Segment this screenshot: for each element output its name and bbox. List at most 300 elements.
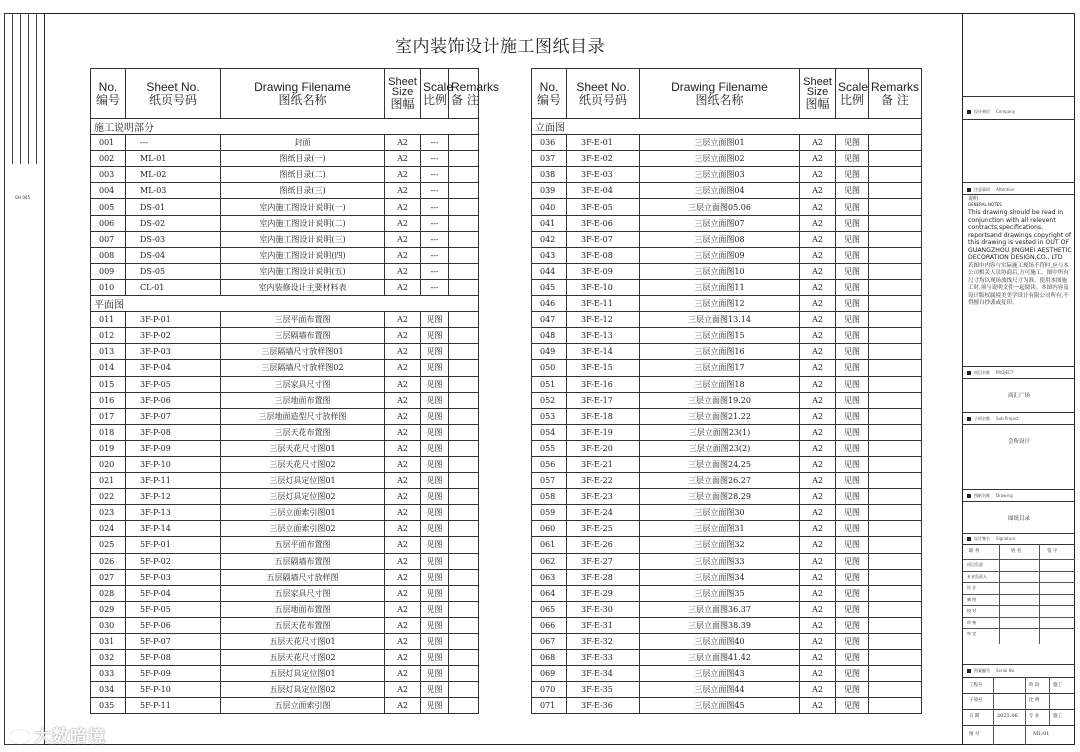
remarks: [449, 601, 479, 617]
binding-column: [5, 14, 13, 164]
drawing-filename: 图纸目录(二): [221, 167, 385, 183]
binding-column: [21, 14, 29, 164]
drawing-filename: 室内施工图设计说明(三): [221, 231, 385, 247]
row-number: 071: [532, 698, 567, 714]
scale: 见图: [836, 537, 869, 553]
sheet-number: 5F-P-01: [126, 537, 221, 553]
drawing-filename: 三层立面图07: [640, 215, 800, 231]
remarks: [869, 199, 922, 215]
row-number: 040: [532, 199, 567, 215]
sheet-number: 3F-P-13: [126, 505, 221, 521]
drawing-filename: 三层立面索引图01: [221, 505, 385, 521]
drawing-filename: 三层立面图03: [640, 167, 800, 183]
row-number: 056: [532, 456, 567, 472]
row-number: 068: [532, 650, 567, 666]
remarks: [869, 135, 922, 151]
sheet-size: A2: [385, 167, 421, 183]
drawing-filename: 三层地面造型尺寸放样图: [221, 408, 385, 424]
sheet-number: 3F-P-12: [126, 489, 221, 505]
drawing-filename: 三层立面图32: [640, 537, 800, 553]
remarks: [869, 489, 922, 505]
binding-strip: [4, 13, 44, 745]
sheet-size: A2: [800, 569, 836, 585]
drawing-filename: 三层隔墙布置图: [221, 328, 385, 344]
row-number: 008: [91, 247, 126, 263]
binding-column: [13, 14, 21, 164]
sheet-number: 3F-E-05: [567, 199, 640, 215]
drawing-filename: 三层立面图17: [640, 360, 800, 376]
sheet-number: 3F-E-04: [567, 183, 640, 199]
scale: 见图: [836, 569, 869, 585]
sheet-size: A2: [800, 601, 836, 617]
sheet-size: A2: [800, 167, 836, 183]
remarks: [449, 312, 479, 328]
scale: 见图: [836, 312, 869, 328]
sheet-size: A2: [800, 666, 836, 682]
sheet-size: A2: [800, 376, 836, 392]
drawing-filename: 五层隔墙尺寸放样图: [221, 569, 385, 585]
sheet-number: 3F-E-29: [567, 585, 640, 601]
remarks: [449, 505, 479, 521]
drawing-filename: 三层立面图04: [640, 183, 800, 199]
sheet-size: A2: [385, 376, 421, 392]
table-row: [91, 215, 479, 231]
scale: 见图: [836, 151, 869, 167]
scale: 见图: [836, 473, 869, 489]
sheet-number: 3F-E-06: [567, 215, 640, 231]
scale: 见图: [421, 344, 449, 360]
row-number: 055: [532, 440, 567, 456]
sheet-number: 3F-E-20: [567, 440, 640, 456]
drawing-filename: 三层立面图09: [640, 247, 800, 263]
sheet-size: A2: [385, 279, 421, 295]
table-row: [532, 666, 922, 682]
drawing-filename: 三层立面图35: [640, 585, 800, 601]
remarks: [869, 279, 922, 295]
scale: 见图: [836, 698, 869, 714]
table-row: [91, 135, 479, 151]
header-size: Sheet Size 图幅: [800, 69, 836, 119]
sheet-number: 3F-E-30: [567, 601, 640, 617]
sheet-size: A2: [385, 199, 421, 215]
table-row: [532, 440, 922, 456]
serial-discipline-label: 专 业: [1029, 714, 1040, 719]
remarks: [869, 344, 922, 360]
row-number: 054: [532, 424, 567, 440]
serial-sheet-no: ML-01: [1033, 731, 1050, 737]
header-no: No. 编号: [532, 69, 567, 119]
scale: 见图: [836, 392, 869, 408]
remarks: [869, 634, 922, 650]
serial-stage-label: 阶 段: [1029, 683, 1040, 688]
sheet-size: A2: [385, 360, 421, 376]
sheet-size: A2: [800, 682, 836, 698]
sheet-number: 3F-E-27: [567, 553, 640, 569]
drawing-filename: 五层天花布置图: [221, 617, 385, 633]
row-number: 021: [91, 473, 126, 489]
scale: 见图: [421, 424, 449, 440]
scale: 见图: [421, 505, 449, 521]
drawing-filename: 三层立面图36.37: [640, 601, 800, 617]
remarks: [869, 328, 922, 344]
table-row: [532, 456, 922, 472]
remarks: [449, 440, 479, 456]
table-row: [91, 167, 479, 183]
drawing-filename: 三层立面图30: [640, 505, 800, 521]
table-row: [91, 456, 479, 472]
sheet-number: DS-04: [126, 247, 221, 263]
signature-row: 审 定: [963, 628, 1075, 640]
sheet-number: 3F-P-08: [126, 424, 221, 440]
drawing-filename: 五层家具尺寸图: [221, 585, 385, 601]
drawing-filename: 五层隔墙布置图: [221, 553, 385, 569]
drawing-filename: 三层灯具定位图01: [221, 473, 385, 489]
remarks: [869, 360, 922, 376]
remarks: [869, 585, 922, 601]
serial-discipline: 施工: [1053, 714, 1062, 719]
table-row: [91, 392, 479, 408]
table-row: [532, 569, 922, 585]
remarks: [449, 682, 479, 698]
row-number: 070: [532, 682, 567, 698]
table-row: [91, 344, 479, 360]
row-number: 041: [532, 215, 567, 231]
drawing-filename: 三层立面图40: [640, 634, 800, 650]
sheet-size: A2: [385, 473, 421, 489]
remarks: [449, 135, 479, 151]
scale: 见图: [836, 553, 869, 569]
scale: 见图: [836, 183, 869, 199]
row-number: 027: [91, 569, 126, 585]
sheet-size: A2: [800, 521, 836, 537]
header-no: No. 编号: [91, 69, 126, 119]
sheet-number: 3F-E-32: [567, 634, 640, 650]
drawing-filename: 三层立面图18: [640, 376, 800, 392]
sheet-number: 3F-P-03: [126, 344, 221, 360]
drawing-filename: 三层立面图41.42: [640, 650, 800, 666]
scale: 见图: [836, 505, 869, 521]
row-number: 064: [532, 585, 567, 601]
remarks: [449, 344, 479, 360]
scale: ---: [421, 183, 449, 199]
row-number: 046: [532, 296, 567, 312]
sign-head-role: 职 务: [969, 549, 980, 554]
row-number: 058: [532, 489, 567, 505]
sheet-number: 3F-E-08: [567, 247, 640, 263]
scale: 见图: [421, 489, 449, 505]
drawing-filename: 三层立面图38.39: [640, 617, 800, 633]
scale: 见图: [421, 634, 449, 650]
sheet-number: 3F-E-10: [567, 279, 640, 295]
scale: 见图: [836, 376, 869, 392]
sign-head-name: 姓 名: [1011, 549, 1022, 554]
scale: 见图: [421, 328, 449, 344]
row-number: 011: [91, 312, 126, 328]
watermark-logo-icon: [10, 730, 30, 744]
row-number: 052: [532, 392, 567, 408]
sheet-size: A2: [800, 650, 836, 666]
row-number: 019: [91, 440, 126, 456]
project-name: 商汇广场: [1007, 393, 1030, 399]
scale: 见图: [836, 296, 869, 312]
drawing-filename: 图纸目录(三): [221, 183, 385, 199]
row-number: 063: [532, 569, 567, 585]
scale: 见图: [836, 135, 869, 151]
sheet-number: 3F-E-12: [567, 312, 640, 328]
remarks: [869, 698, 922, 714]
sheet-size: A2: [385, 328, 421, 344]
sheet-size: A2: [800, 312, 836, 328]
header-sheet: Sheet No. 纸页号码: [567, 69, 640, 119]
table-row: [91, 231, 479, 247]
sheet-number: 3F-E-17: [567, 392, 640, 408]
table-row: [532, 151, 922, 167]
row-number: 012: [91, 328, 126, 344]
sheet-size: A2: [800, 617, 836, 633]
drawing-filename: 三层立面图34: [640, 569, 800, 585]
scale: 见图: [836, 247, 869, 263]
header-filename: Drawing Filename 图纸名称: [221, 69, 385, 119]
drawing-filename: 封面: [221, 135, 385, 151]
scale: 见图: [421, 553, 449, 569]
drawing-filename: 三层立面图01: [640, 135, 800, 151]
sheet-size: A2: [385, 650, 421, 666]
scale: ---: [421, 231, 449, 247]
sheet-size: A2: [800, 634, 836, 650]
drawing-filename: 室内施工图设计说明(五): [221, 263, 385, 279]
table-row: [532, 360, 922, 376]
scale: 见图: [836, 682, 869, 698]
signature-row: 设 计: [963, 582, 1075, 594]
sheet-number: 3F-E-23: [567, 489, 640, 505]
row-number: 034: [91, 682, 126, 698]
serial-date-label: 日 期: [969, 714, 980, 719]
sheet-size: A2: [800, 183, 836, 199]
table-row: [91, 279, 479, 295]
drawing-filename: 三层立面图33: [640, 553, 800, 569]
drawing-filename: 三层立面图28.29: [640, 489, 800, 505]
sheet-number: 3F-P-07: [126, 408, 221, 424]
table-row: [91, 489, 479, 505]
row-number: 065: [532, 601, 567, 617]
watermark: 大数暗境: [10, 722, 106, 747]
sheet-size: A2: [385, 392, 421, 408]
catalog-table-left: [90, 68, 500, 714]
drawing-filename: 三层隔墙尺寸放样图01: [221, 344, 385, 360]
serial-label: 档案编号 Serial No.: [967, 668, 1015, 674]
sheet-number: 3F-E-33: [567, 650, 640, 666]
sheet-size: A2: [385, 263, 421, 279]
row-number: 044: [532, 263, 567, 279]
table-row: [532, 392, 922, 408]
scale: 见图: [836, 408, 869, 424]
scale: 见图: [421, 440, 449, 456]
drawing-filename: 三层天花布置图: [221, 424, 385, 440]
scale: 见图: [836, 666, 869, 682]
table-row: [91, 199, 479, 215]
table-row: [91, 312, 479, 328]
sheet-size: A2: [800, 553, 836, 569]
sheet-number: 3F-E-19: [567, 424, 640, 440]
table-row: [91, 360, 479, 376]
row-number: 039: [532, 183, 567, 199]
sheet-number: CL-01: [126, 279, 221, 295]
remarks: [869, 247, 922, 263]
sheet-number: 3F-E-21: [567, 456, 640, 472]
remarks: [869, 263, 922, 279]
drawing-filename: 室内施工图设计说明(一): [221, 199, 385, 215]
sheet-number: 3F-E-26: [567, 537, 640, 553]
sheet-number: ML-02: [126, 167, 221, 183]
row-number: 002: [91, 151, 126, 167]
row-number: 038: [532, 167, 567, 183]
table-row: [91, 617, 479, 633]
remarks: [449, 231, 479, 247]
sheet-number: 3F-E-02: [567, 151, 640, 167]
drawing-filename: 三层立面图15: [640, 328, 800, 344]
remarks: [449, 183, 479, 199]
signature-row: 制 图: [963, 594, 1075, 606]
sheet-size: A2: [385, 617, 421, 633]
remarks: [869, 183, 922, 199]
row-number: 010: [91, 279, 126, 295]
row-number: 036: [532, 135, 567, 151]
serial-scale-label: 比 例: [1029, 698, 1040, 703]
section-title: 平面图: [91, 296, 479, 312]
remarks: [869, 666, 922, 682]
drawing-filename: 三层天花尺寸图01: [221, 440, 385, 456]
remarks: [869, 505, 922, 521]
scale: 见图: [421, 360, 449, 376]
row-number: 004: [91, 183, 126, 199]
sheet-size: A2: [385, 521, 421, 537]
drawing-name: 图纸目录: [1007, 516, 1030, 522]
serial-project-no: 工程号: [969, 683, 983, 688]
signature-row: 校 对: [963, 605, 1075, 617]
sheet-size: A2: [385, 666, 421, 682]
remarks: [869, 408, 922, 424]
remarks: [449, 650, 479, 666]
remarks: [449, 698, 479, 714]
page-title: 室内装饰设计施工图纸目录: [395, 37, 605, 57]
sheet-number: DS-02: [126, 215, 221, 231]
table-row: [91, 505, 479, 521]
sheet-size: A2: [385, 440, 421, 456]
remarks: [449, 376, 479, 392]
scale: 见图: [836, 199, 869, 215]
sheet-number: 3F-P-09: [126, 440, 221, 456]
drawing-filename: 三层立面图08: [640, 231, 800, 247]
sheet-size: A2: [385, 215, 421, 231]
scale: ---: [421, 263, 449, 279]
drawing-filename: 三层立面图11: [640, 279, 800, 295]
sheet-size: A2: [800, 698, 836, 714]
scale: 见图: [836, 360, 869, 376]
scale: 见图: [421, 617, 449, 633]
signature-label: 设计签名 Signature: [967, 536, 1015, 542]
sheet-size: A2: [385, 569, 421, 585]
remarks: [449, 279, 479, 295]
drawing-filename: 五层立面索引图: [221, 698, 385, 714]
sheet-number: 5F-P-10: [126, 682, 221, 698]
remarks: [449, 263, 479, 279]
row-number: 009: [91, 263, 126, 279]
table-row: [532, 634, 922, 650]
drawing-filename: 三层隔墙尺寸放样图02: [221, 360, 385, 376]
sheet-number: ML-01: [126, 151, 221, 167]
row-number: 048: [532, 328, 567, 344]
sheet-size: A2: [800, 247, 836, 263]
drawing-filename: 五层灯具定位图02: [221, 682, 385, 698]
table-row: [91, 408, 479, 424]
scale: 见图: [421, 666, 449, 682]
row-number: 020: [91, 456, 126, 472]
scale: 见图: [836, 634, 869, 650]
table-row: [91, 698, 479, 714]
scale: 见图: [421, 312, 449, 328]
row-number: 013: [91, 344, 126, 360]
remarks: [449, 151, 479, 167]
sheet-number: 3F-E-28: [567, 569, 640, 585]
remarks: [449, 456, 479, 472]
remarks: [869, 650, 922, 666]
sheet-number: 3F-E-14: [567, 344, 640, 360]
table-row: [91, 424, 479, 440]
sheet-number: 3F-P-06: [126, 392, 221, 408]
table-row: [532, 183, 922, 199]
sheet-size: A2: [385, 135, 421, 151]
sheet-size: A2: [385, 424, 421, 440]
remarks: [449, 537, 479, 553]
sheet-number: 5F-P-05: [126, 601, 221, 617]
sheet-size: A2: [385, 682, 421, 698]
scale: ---: [421, 151, 449, 167]
section-row: [91, 296, 479, 312]
row-number: 060: [532, 521, 567, 537]
sheet-number: 3F-P-10: [126, 456, 221, 472]
scale: 见图: [836, 521, 869, 537]
sheet-number: 3F-E-34: [567, 666, 640, 682]
table-row: [532, 521, 922, 537]
scale: ---: [421, 247, 449, 263]
notes-label: 注意事项 Attention: [967, 187, 1014, 193]
remarks: [449, 666, 479, 682]
row-number: 007: [91, 231, 126, 247]
signature-row: 专业负责人: [963, 571, 1075, 583]
sheet-number: 3F-E-03: [567, 167, 640, 183]
drawing-label: 图纸名称 Drawing: [967, 493, 1013, 499]
remarks: [449, 473, 479, 489]
scale: 见图: [836, 215, 869, 231]
scale: 见图: [421, 521, 449, 537]
sign-head-sign: 签 字: [1047, 549, 1058, 554]
sheet-size: A2: [385, 634, 421, 650]
sheet-size: A2: [385, 456, 421, 472]
drawing-filename: 五层天花尺寸图02: [221, 650, 385, 666]
sheet-number: 3F-E-35: [567, 682, 640, 698]
row-number: 001: [91, 135, 126, 151]
scale: ---: [421, 199, 449, 215]
binding-column: [29, 14, 37, 164]
row-number: 029: [91, 601, 126, 617]
sheet-number: 3F-E-09: [567, 263, 640, 279]
table-row: [532, 312, 922, 328]
sheet-size: A2: [385, 344, 421, 360]
remarks: [449, 247, 479, 263]
sheet-size: A2: [385, 537, 421, 553]
scale: 见图: [836, 601, 869, 617]
scale: 见图: [421, 650, 449, 666]
